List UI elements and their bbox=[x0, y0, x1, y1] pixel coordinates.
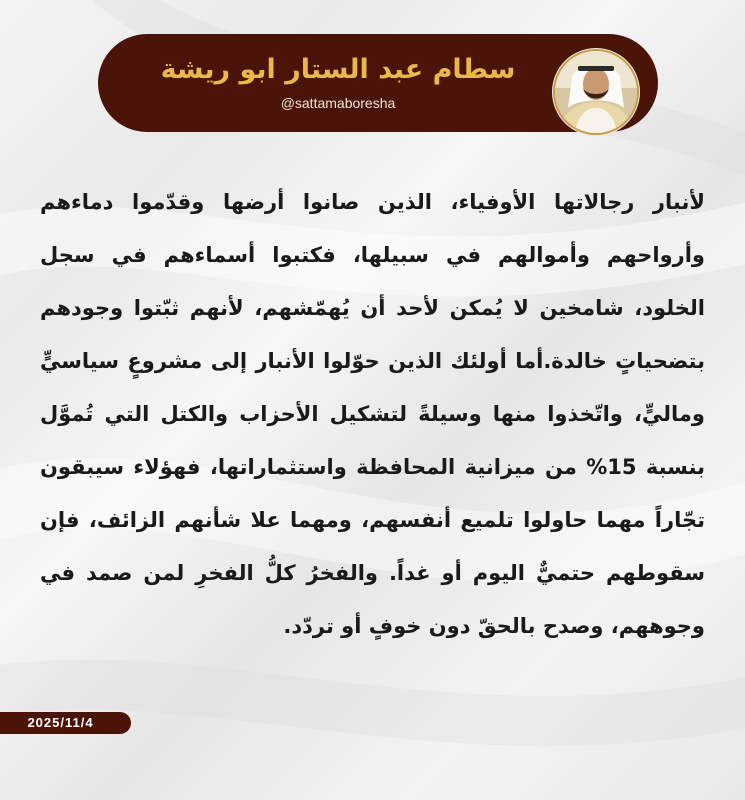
post-body-text: لأنبار رجالاتها الأوفياء، الذين صانوا أرضها وقدّموا دماءهم وأرواحهم وأموالهم في سبيلها، فكتبوا أسماءهم في سجل الخلود، شامخين لا يُمكن لأحد أن يُهمّشهم، لأنهم ثبّتوا وجودهم بتضحياتٍ خالدة.أما أولئك الذين حوّلوا الأنبار إلى مشروعٍ سياسيٍّ وماليٍّ، واتّخذوا منها وسيلةً لتشكيل الأحزاب والكتل التي تُموَّل بنسبة 15% من ميزانية المحافظة واستثماراتها، فهؤلاء سيبقون تجّاراً مهما حاولوا تلميع أنفسهم، ومهما علا شأنهم الزائف، فإن سقوطهم حتميٌّ اليوم أو غداً. والفخرُ كلُّ الفخرِ لمن صمد في وجوههم، وصدح بالحقّ دون خوفٍ أو تردّد. bbox=[40, 190, 705, 638]
author-name: سطام عبد الستار ابو ريشة bbox=[160, 54, 516, 85]
post-date: 2025/11/4 bbox=[27, 715, 94, 730]
profile-photo-icon bbox=[534, 48, 658, 136]
date-badge bbox=[0, 712, 131, 734]
author-handle: @sattamaboresha bbox=[280, 95, 396, 111]
